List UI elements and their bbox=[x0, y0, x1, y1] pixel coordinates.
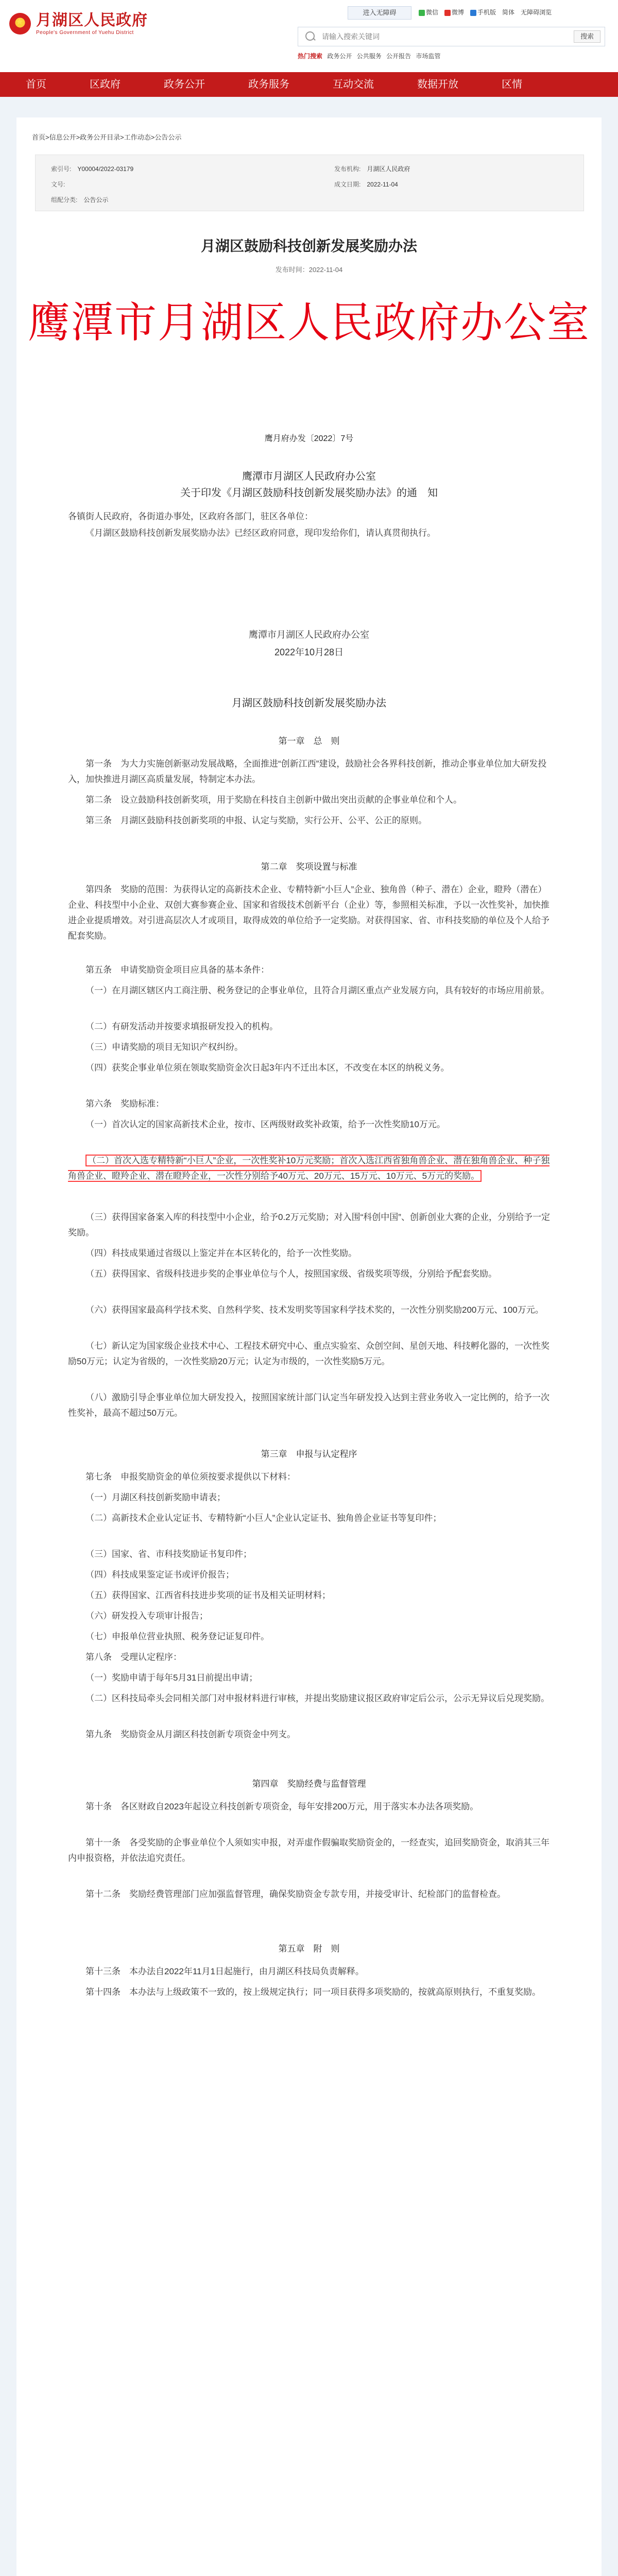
nav-government-services[interactable]: 政务服务 bbox=[248, 79, 289, 90]
weibo-icon bbox=[444, 10, 451, 16]
breadcrumb[interactable]: 首页>信息公开>政务公开目录>工作动态>公告公示 bbox=[32, 133, 182, 141]
article-paragraph: （八）激励引导企事业单位加大研发投入，按照国家统计部门认定当年研发投入达到主营业务收入一定比例的，给予一次性奖补，最高不超过50万元。 bbox=[68, 1393, 550, 1418]
article-container bbox=[16, 117, 602, 2576]
signature-org: 鹰潭市月湖区人民政府办公室 bbox=[249, 630, 369, 640]
article-paragraph: 第九条 奖励资金从月湖区科技创新专项资金中列支。 bbox=[85, 1730, 296, 1739]
search-icon bbox=[305, 31, 315, 41]
chapter-heading: 第四章 奖励经费与监督管理 bbox=[252, 1779, 366, 1789]
article-paragraph: 第六条 奖励标准： bbox=[85, 1099, 164, 1109]
publish-time: 发布时间：2022-11-04 bbox=[275, 266, 343, 274]
article-paragraph: 第一条 为大力实施创新驱动发展战略，全面推进“创新江西”建设，鼓励社会各界科技创新，推动企事业单位加大研发投入，加快推进月湖区高质量发展，特制定本办法。 bbox=[68, 759, 547, 784]
article-paragraph: （六）获得国家最高科学技术奖、自然科学奖、技术发明奖等国家科学技术奖的，一次性分别奖励200万元、100万元。 bbox=[85, 1305, 544, 1315]
chapter-heading: 第五章 附 则 bbox=[278, 1944, 340, 1954]
article-paragraph: （三）申请奖励的项目无知识产权纠纷。 bbox=[85, 1042, 243, 1052]
article-paragraph: （二）有研发活动并按要求填报研发投入的机构。 bbox=[85, 1022, 278, 1031]
nav-district-government[interactable]: 区政府 bbox=[90, 79, 121, 90]
hot-keyword[interactable]: 公共服务 bbox=[356, 53, 382, 60]
signature-date: 2022年10月28日 bbox=[274, 647, 344, 657]
wechat-icon bbox=[419, 10, 425, 16]
article-paragraph: 第四条 奖励的范围：为获得认定的高新技术企业、专精特新“小巨人”企业、独角兽（种子、潜在）企业，瞪羚（潜在）企业、科技型中小企业、双创大赛参赛企业、国家和省级技术创新平台（企业）等，参照相关标准，予以一次性奖补，加快推进企业提质增效。对引进高层次人才或项目，取得成效的单位给予一定奖励。对获得国家、省、市科技奖励的单位及个人给予配套奖励。 bbox=[68, 885, 550, 941]
article-paragraph: （七）申报单位营业执照、税务登记证复印件。 bbox=[85, 1632, 269, 1641]
article-paragraph: 第二条 设立鼓励科技创新奖项，用于奖励在科技自主创新中做出突出贡献的企事业单位和个人。 bbox=[85, 795, 462, 805]
search-button[interactable]: 搜索 bbox=[574, 30, 600, 43]
simplified-link[interactable]: 简体 bbox=[502, 9, 515, 16]
quick-links bbox=[419, 8, 552, 16]
nav-interaction[interactable]: 互动交流 bbox=[333, 79, 374, 90]
national-emblem-icon bbox=[9, 13, 31, 35]
hot-keyword[interactable]: 市场监管 bbox=[416, 53, 441, 60]
weibo-link[interactable]: 微博 bbox=[444, 8, 464, 16]
nav-government-affairs[interactable]: 政务公开 bbox=[164, 79, 205, 90]
article-paragraph: （一）首次认定的国家高新技术企业，按市、区两级财政奖补政策，给予一次性奖励10万元。 bbox=[85, 1120, 445, 1129]
article-paragraph: 第八条 受理认定程序： bbox=[85, 1652, 182, 1662]
article-paragraph: （一）在月湖区辖区内工商注册、税务登记的企事业单位，且符合月湖区重点产业发展方向，具有较好的市场应用前景。 bbox=[85, 986, 550, 995]
article-paragraph: （六）研发投入专项审计报告； bbox=[85, 1611, 208, 1621]
chapter-heading: 第一章 总 则 bbox=[278, 736, 340, 746]
article-paragraph: （二）区科技局牵头会同相关部门对申报材料进行审核，并提出奖励建议报区政府审定后公示，公示无异议后兑现奖励。 bbox=[85, 1693, 550, 1703]
chapter-heading: 第二章 奖项设置与标准 bbox=[261, 862, 357, 872]
article-paragraph: 第七条 申报奖励资金的单位须按要求提供以下材料： bbox=[85, 1472, 296, 1482]
article-paragraph: （一）月湖区科技创新奖励申请表； bbox=[85, 1493, 226, 1502]
chapter-heading: 第三章 申报与认定程序 bbox=[261, 1449, 357, 1459]
search-input[interactable] bbox=[321, 29, 555, 44]
site-name: 月湖区人民政府 bbox=[36, 12, 148, 29]
wechat-link[interactable]: 微信 bbox=[419, 8, 438, 16]
article-paragraph: （四）科技成果通过省级以上鉴定并在本区转化的，给予一次性奖励。 bbox=[85, 1248, 357, 1258]
article-paragraph: 第十四条 本办法与上级政策不一致的，按上级规定执行；同一项目获得多项奖励的，按就高原则执行，不重复奖励。 bbox=[85, 1987, 541, 1997]
article-paragraph: 第十二条 奖励经费管理部门应加强监督管理，确保奖励资金专款专用，并接受审计、纪检部门的监督检查。 bbox=[85, 1889, 506, 1899]
article-paragraph: 第十条 各区财政自2023年起设立科技创新专项资金，每年安排200万元，用于落实本办法各项奖励。 bbox=[85, 1802, 479, 1811]
nav-open-data[interactable]: 数据开放 bbox=[417, 79, 458, 90]
nav-home[interactable]: 首页 bbox=[26, 79, 46, 90]
site-header bbox=[0, 0, 618, 72]
article-paragraph: （四）获奖企事业单位须在领取奖励资金次日起3年内不迁出本区，不改变在本区的纳税义务。 bbox=[85, 1063, 450, 1073]
article-paragraph: （二）高新技术企业认定证书、专精特新“小巨人”企业认定证书、独角兽企业证书等复印件； bbox=[85, 1513, 442, 1523]
article-paragraph: 第十三条 本办法自2022年11月1日起施行，由月湖区科技局负责解释。 bbox=[85, 1967, 364, 1976]
meta-publisher: 发布机构: 月湖区人民政府 bbox=[334, 165, 410, 173]
notice-title: 关于印发《月湖区鼓励科技创新发展奖励办法》的通 知 bbox=[180, 487, 438, 499]
article-paragraph: （七）新认定为国家级企业技术中心、工程技术研究中心、重点实验室、众创空间、星创天地、科技孵化器的，一次性奖励50万元；认定为省级的，一次性奖励20万元；认定为市级的，一次性奖励5万元。 bbox=[68, 1341, 550, 1366]
nav-district-info[interactable]: 区情 bbox=[502, 79, 522, 90]
main-nav bbox=[0, 72, 618, 97]
red-header-title: 鹰潭市月湖区人民政府办公室 bbox=[27, 298, 590, 347]
article-paragraph: （三）获得国家备案入库的科技型中小企业，给予0.2万元奖励；对入围“科创中国”、创新创业大赛的企业，分别给予一定奖励。 bbox=[68, 1212, 550, 1238]
article-paragraph: （一）奖励申请于每年5月31日前提出申请； bbox=[85, 1673, 258, 1683]
top-links bbox=[348, 6, 615, 19]
meta-docno: 文号: bbox=[51, 181, 65, 188]
notice-recipients: 各镇街人民政府，各街道办事处，区政府各部门，驻区各单位： bbox=[68, 512, 313, 521]
meta-date: 成文日期: 2022-11-04 bbox=[334, 181, 398, 188]
notice-intro: 《月湖区鼓励科技创新发展奖励办法》已经区政府同意，现印发给你们，请认真贯彻执行。 bbox=[85, 528, 436, 538]
barrier-free-link[interactable]: 无障碍浏览 bbox=[521, 9, 552, 16]
body-title: 月湖区鼓励科技创新发展奖励办法 bbox=[232, 698, 386, 709]
article-title: 月湖区鼓励科技创新发展奖励办法 bbox=[200, 238, 417, 254]
hot-keyword[interactable]: 政务公开 bbox=[327, 53, 352, 60]
article-paragraph: （五）获得国家、江西省科技进步奖项的证书及相关证明材料； bbox=[85, 1590, 331, 1600]
hot-search bbox=[298, 52, 443, 60]
meta-category: 组配分类: 公告公示 bbox=[51, 196, 109, 204]
site-logo[interactable] bbox=[9, 11, 148, 36]
document-number: 鹰月府办发〔2022〕7号 bbox=[264, 434, 354, 443]
notice-issuer: 鹰潭市月湖区人民政府办公室 bbox=[242, 471, 376, 482]
article-paragraph: 第十一条 各受奖励的企事业单位个人须如实申报，对弄虚作假骗取奖励资金的，一经查实，追回奖励资金，取消其三年内申报资格，并依法追究责任。 bbox=[68, 1838, 550, 1863]
search-bar bbox=[298, 27, 605, 46]
site-name-en: People's Government of Yuehu District bbox=[36, 30, 134, 36]
meta-index: 索引号: Y00004/2022-03179 bbox=[51, 165, 134, 173]
hot-keyword[interactable]: 公开报告 bbox=[386, 53, 411, 60]
mobile-link[interactable]: 手机版 bbox=[470, 8, 496, 16]
article-paragraph-highlight: （二）首次入选专精特新“小巨人”企业，一次性奖补10万元奖励；首次入选江西省独角兽企业、潜在独角兽企业、种子独角兽企业、瞪羚企业、潜在瞪羚企业，一次性分别给予40万元、20万元、15万元、10万元、5万元的奖励。 bbox=[68, 1156, 550, 1181]
document-meta bbox=[35, 155, 584, 211]
article-paragraph: 第三条 月湖区鼓励科技创新奖项的申报、认定与奖励，实行公开、公平、公正的原则。 bbox=[85, 816, 427, 825]
accessibility-button[interactable]: 进入无障碍 bbox=[348, 6, 411, 20]
article-paragraph: （五）获得国家、省级科技进步奖的企事业单位与个人，按照国家级、省级奖项等级，分别给予配套奖励。 bbox=[85, 1269, 497, 1279]
article-paragraph: （三）国家、省、市科技奖励证书复印件； bbox=[85, 1549, 252, 1559]
article-paragraph: （四）科技成果鉴定证书或评价报告； bbox=[85, 1570, 234, 1580]
phone-icon bbox=[470, 10, 476, 16]
hot-search-label: 热门搜索 bbox=[298, 53, 323, 60]
article-paragraph: 第五条 申请奖励资金项目应具备的基本条件： bbox=[85, 965, 269, 975]
